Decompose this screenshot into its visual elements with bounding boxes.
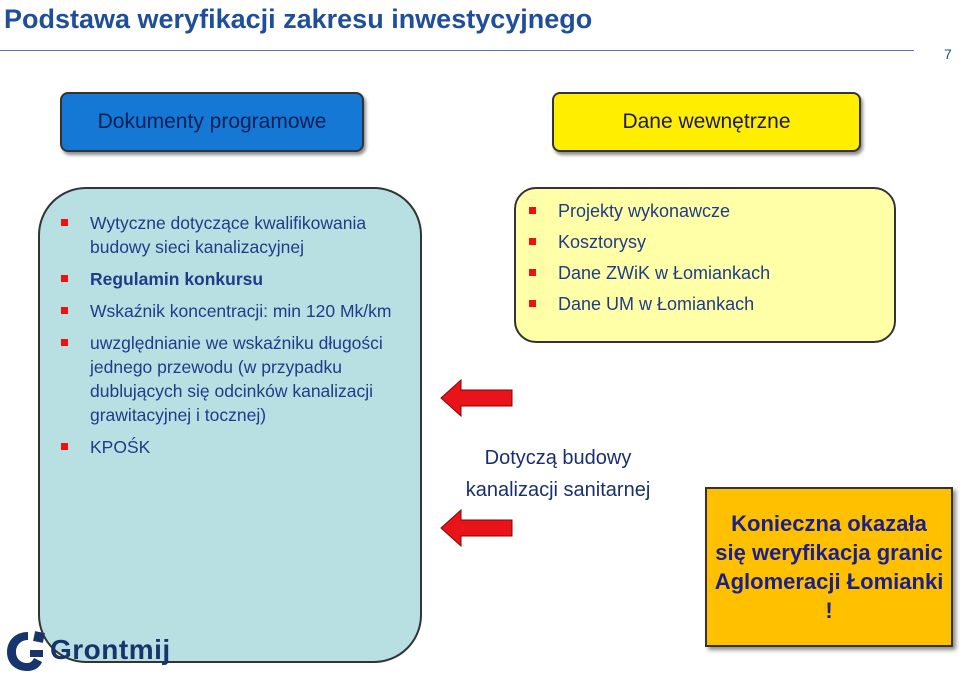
list-item	[522, 261, 770, 285]
list-item-text: Kosztorysy	[558, 232, 647, 252]
list-item-text: Wytyczne dotyczące kwalifikowania budowy sieci kanalizacyjnej	[90, 213, 367, 257]
relation-label-line: kanalizacji sanitarnej	[465, 479, 651, 501]
relation-label-line: Dotyczą budowy	[484, 447, 632, 469]
bullet-square-icon	[529, 238, 536, 245]
list-item-text: Dane ZWiK w Łomiankach	[558, 263, 771, 283]
header-label-internal-data: Dane wewnętrzne	[622, 110, 791, 133]
header-box-internal-data	[552, 92, 861, 152]
relation-label	[440, 442, 676, 506]
conclusion-box	[705, 487, 953, 647]
list-item	[54, 299, 394, 323]
list-item	[54, 331, 394, 427]
grontmij-logo	[4, 628, 174, 676]
conclusion-text: Konieczna okazała się weryfikacja granic Aglomeracji Łomianki !	[714, 511, 944, 623]
programme-documents-panel	[38, 187, 422, 663]
header-label-programme-documents: Dokumenty programowe	[97, 110, 327, 133]
bullet-square-icon	[61, 219, 68, 226]
list-item-text: Dane UM w Łomiankach	[558, 294, 755, 314]
left-arrow-icon	[440, 508, 514, 548]
list-item-text: Regulamin konkursu	[90, 269, 264, 289]
list-item	[54, 267, 394, 291]
page-title: Podstawa weryfikacji zakresu inwestycyjnego	[4, 4, 593, 34]
list-item	[522, 230, 770, 254]
bullet-square-icon	[529, 300, 536, 307]
list-item-text: KPOŚK	[90, 437, 151, 457]
title-divider	[0, 50, 914, 51]
list-item	[522, 199, 770, 223]
internal-data-panel	[514, 187, 896, 343]
programme-documents-list	[54, 211, 394, 467]
internal-data-list	[522, 199, 770, 323]
list-item	[522, 292, 770, 316]
bullet-square-icon	[61, 275, 68, 282]
page-number: 7	[944, 46, 952, 62]
header-box-programme-documents	[60, 92, 364, 152]
logo-wordmark: Grontmij	[50, 634, 171, 665]
bullet-square-icon	[61, 339, 68, 346]
list-item	[54, 435, 394, 459]
list-item-text: uwzględnianie we wskaźniku długości jednego przewodu (w przypadku dublujących się odcinków kanalizacji grawitacyjnej i tocznej)	[90, 333, 383, 425]
bullet-square-icon	[61, 443, 68, 450]
left-arrow-icon	[440, 378, 514, 418]
bullet-square-icon	[61, 307, 68, 314]
grontmij-logo-icon	[4, 628, 46, 674]
list-item	[54, 211, 394, 259]
list-item-text: Projekty wykonawcze	[558, 201, 731, 221]
list-item-text: Wskaźnik koncentracji: min 120 Mk/km	[90, 301, 392, 321]
bullet-square-icon	[529, 207, 536, 214]
bullet-square-icon	[529, 269, 536, 276]
